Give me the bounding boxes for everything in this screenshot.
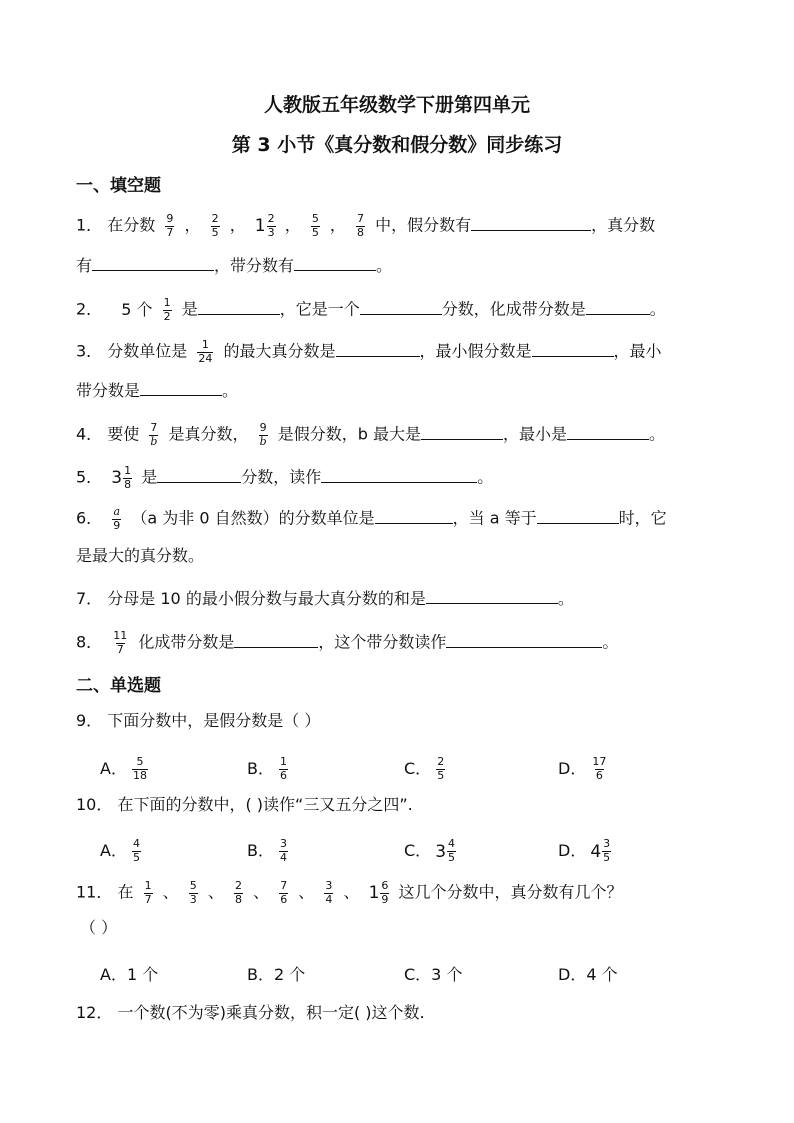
question-10: 10． 在下面的分数中，( )读作“三又五分之四”. (76, 795, 413, 814)
question-9: 9． 下面分数中，是假分数是（ ） (76, 711, 321, 730)
option-d[interactable]: D． $\frac{17}{6}$ (558, 755, 607, 782)
answer-blank[interactable] (426, 589, 558, 604)
fraction: $\frac{2}{8}$ (234, 879, 242, 906)
option-d[interactable]: D．4 个 (558, 965, 618, 984)
answer-blank[interactable] (360, 300, 442, 315)
answer-blank[interactable] (234, 633, 318, 648)
mixed-number: 3 $\frac{1}{8}$ (111, 464, 132, 491)
fraction: $\frac{9}{b}$ (259, 421, 267, 448)
question-number: 4． (76, 424, 103, 444)
mixed-number: 1 $\frac{6}{9}$ (368, 879, 389, 906)
answer-blank[interactable] (471, 216, 591, 231)
option-a[interactable]: A．1 个 (100, 965, 159, 984)
answer-blank[interactable] (92, 256, 214, 271)
fraction: $\frac{7}{b}$ (150, 421, 158, 448)
question-8: 8． $\frac{11}{7}$ 化成带分数是 ，这个带分数读作 。 (76, 629, 619, 656)
fraction: $\frac{a}{9}$ (113, 505, 121, 532)
question-3: 3． 分数单位是 $\frac{1}{24}$ 的最大真分数是 ，最小假分数是 ，最小 (76, 338, 662, 365)
question-6-cont: 是最大的真分数。 (76, 546, 205, 565)
question-number: 8． (76, 632, 103, 652)
fraction: $\frac{5}{3}$ (189, 879, 197, 906)
question-number: 2． (76, 299, 103, 319)
answer-blank[interactable] (157, 468, 241, 483)
question-number: 7． (76, 589, 103, 608)
option-c[interactable]: C． $\frac{2}{5}$ (404, 755, 445, 782)
question-number: 12． (76, 1003, 113, 1022)
answer-blank[interactable] (567, 425, 649, 440)
option-c[interactable]: C．3 个 (404, 965, 463, 984)
option-a[interactable]: A． $\frac{5}{18}$ (100, 755, 147, 782)
answer-blank[interactable] (446, 633, 602, 648)
option-b[interactable]: B． $\frac{1}{6}$ (247, 755, 287, 782)
question-number: 6． (76, 508, 103, 528)
fraction: $\frac{1}{24}$ (198, 338, 213, 365)
fraction: $\frac{1}{2}$ (163, 296, 171, 323)
question-1: 1． 在分数 $\frac{9}{7}$ ， $\frac{2}{5}$ ， 1 $\frac{2}{3}$ ， $\frac{5}{5}$ ， $\frac{7}{8}$ 中，假分数有 ，真分数 (76, 212, 656, 239)
question-4: 4． 要使 $\frac{7}{b}$ 是真分数， $\frac{9}{b}$ 是假分数，b 最大是 ，最小是 。 (76, 421, 666, 448)
question-3-cont: 带分数是 。 (76, 381, 239, 400)
question-11: 11． 在 $\frac{1}{7}$ 、 $\frac{5}{3}$ 、 $\frac{2}{8}$ 、 $\frac{7}{6}$ 、 $\frac{3}{4}$ 、 1 $\frac{6}{9}$ 这几个分数中，真分数有几个？ (76, 879, 623, 906)
fraction: $\frac{11}{7}$ (113, 629, 128, 656)
option-b[interactable]: B． $\frac{3}{4}$ (247, 837, 287, 864)
answer-blank[interactable] (198, 300, 280, 315)
answer-blank[interactable] (336, 342, 420, 357)
question-1-cont: 有 ，带分数有 。 (76, 256, 393, 275)
title-line-2: 第 3 小节《真分数和假分数》同步练习 (231, 134, 563, 156)
section-fill-heading: 一、填空题 (76, 176, 161, 196)
fraction: $\frac{1}{7}$ (144, 879, 152, 906)
answer-blank[interactable] (321, 468, 477, 483)
answer-blank[interactable] (375, 509, 453, 524)
question-number: 11． (76, 882, 113, 902)
option-a[interactable]: A． $\frac{4}{5}$ (100, 837, 140, 864)
question-number: 1． (76, 215, 103, 235)
question-number: 3． (76, 341, 103, 361)
answer-blank[interactable] (421, 425, 503, 440)
fraction: $\frac{2}{5}$ (211, 212, 219, 239)
option-b[interactable]: B．2 个 (247, 965, 306, 984)
question-7: 7． 分母是 10 的最小假分数与最大真分数的和是 。 (76, 589, 574, 608)
option-c[interactable]: C． 3 $\frac{4}{5}$ (404, 837, 456, 864)
answer-blank[interactable] (537, 509, 619, 524)
title-line-1: 人教版五年级数学下册第四单元 (263, 94, 530, 116)
option-d[interactable]: D． 4 $\frac{3}{5}$ (558, 837, 611, 864)
fraction: $\frac{7}{8}$ (357, 212, 365, 239)
question-5: 5． 3 $\frac{1}{8}$ 是 分数，读作 。 (76, 464, 494, 491)
answer-blank[interactable] (532, 342, 614, 357)
section-choice-heading: 二、单选题 (76, 676, 161, 696)
mixed-number: 1 $\frac{2}{3}$ (254, 212, 275, 239)
question-number: 9． (76, 711, 103, 730)
answer-blank[interactable] (140, 381, 222, 396)
answer-blank[interactable] (294, 256, 376, 271)
question-6: 6． $\frac{a}{9}$ （a 为非 0 自然数）的分数单位是 ，当 a 等于 时，它 (76, 505, 667, 532)
fraction: $\frac{9}{7}$ (166, 212, 174, 239)
answer-blank[interactable] (586, 300, 650, 315)
question-number: 5． (76, 467, 103, 487)
fraction: $\frac{5}{5}$ (311, 212, 319, 239)
question-2: 2． 5 个 $\frac{1}{2}$ 是 ，它是一个 分数，化成带分数是 。 (76, 296, 666, 323)
fraction: $\frac{3}{4}$ (325, 879, 333, 906)
question-number: 10． (76, 795, 113, 814)
answer-paren[interactable]: （ ） (80, 918, 118, 937)
fraction: $\frac{7}{6}$ (280, 879, 288, 906)
question-12: 12． 一个数(不为零)乘真分数，积一定( )这个数. (76, 1003, 425, 1022)
